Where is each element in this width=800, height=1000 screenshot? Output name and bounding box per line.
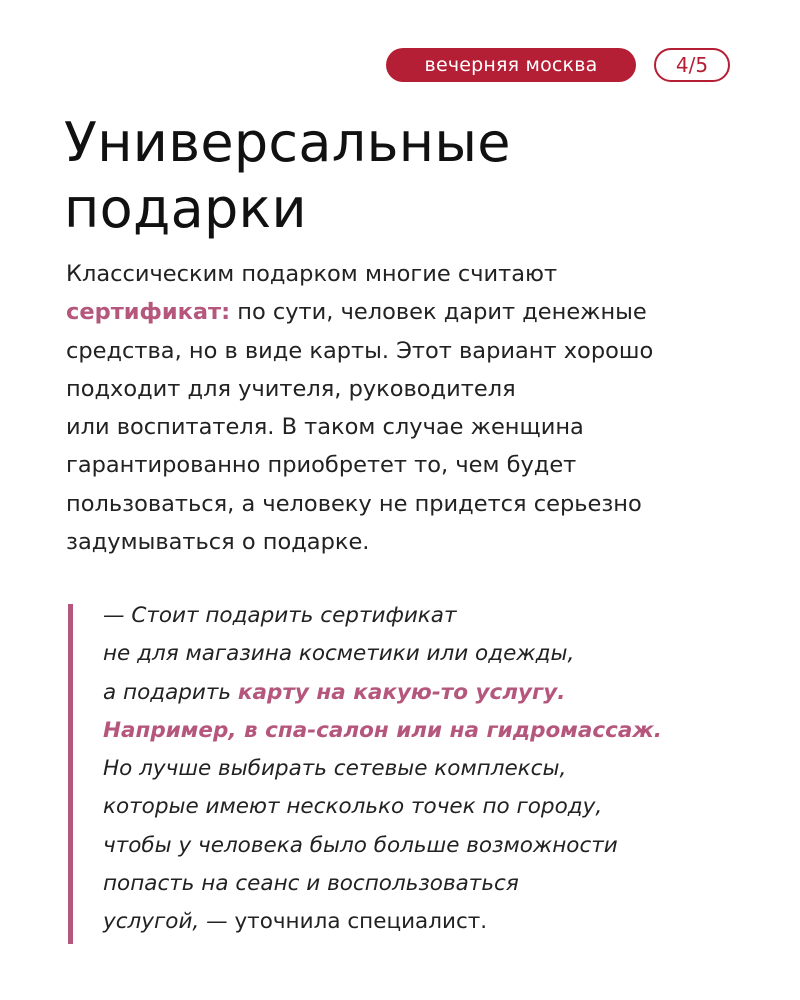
quote-line-prefix: а подарить xyxy=(103,679,238,705)
paragraph-line: Классическим подарком многие считают xyxy=(66,261,558,287)
article-paragraph xyxy=(66,255,766,561)
paragraph-line: средства, но в виде карты. Этот вариант хорошо xyxy=(66,337,654,364)
paragraph-line: гарантированно приобретет то, чем будет xyxy=(66,452,577,479)
quote-line: попасть на сеанс и воспользоваться xyxy=(103,871,519,897)
quote-line: чтобы у человека было больше возможности xyxy=(103,832,618,858)
page-title xyxy=(64,110,764,242)
highlight-certificate: сертификат: xyxy=(66,299,231,326)
quote-line-italic: услугой, xyxy=(103,909,200,935)
title-line: подарки xyxy=(64,177,307,240)
paragraph-line: задумываться о подарке. xyxy=(66,529,370,556)
brand-badge: вечерняя москва xyxy=(386,48,636,82)
quote-attribution: — уточнила специалист. xyxy=(199,909,488,935)
title-line: Универсальные xyxy=(64,111,511,174)
paragraph-line: или воспитателя. В таком случае женщина xyxy=(66,414,584,441)
page-counter: 4/5 xyxy=(654,48,730,82)
paragraph-line-rest: по сути, человек дарит денежные xyxy=(230,299,647,326)
highlight-service-card: карту на какую-то услугу. xyxy=(237,679,566,705)
quote-line xyxy=(103,903,783,941)
paragraph-line: пользоваться, а человеку не придется серьезно xyxy=(66,490,642,517)
quote-line: Но лучше выбирать сетевые комплексы, xyxy=(103,756,567,782)
quote-line xyxy=(103,674,783,712)
paragraph-line: подходит для учителя, руководителя xyxy=(66,375,516,402)
expert-quote xyxy=(103,597,783,942)
quote-bar xyxy=(68,604,73,944)
quote-line: не для магазина косметики или одежды, xyxy=(103,641,575,667)
paragraph-line xyxy=(66,293,766,331)
highlight-spa-example: Например, в спа-салон или на гидромассаж. xyxy=(103,717,662,743)
quote-line: — Стоит подарить сертификат xyxy=(103,603,457,628)
quote-line: которые имеют несколько точек по городу, xyxy=(103,794,603,820)
